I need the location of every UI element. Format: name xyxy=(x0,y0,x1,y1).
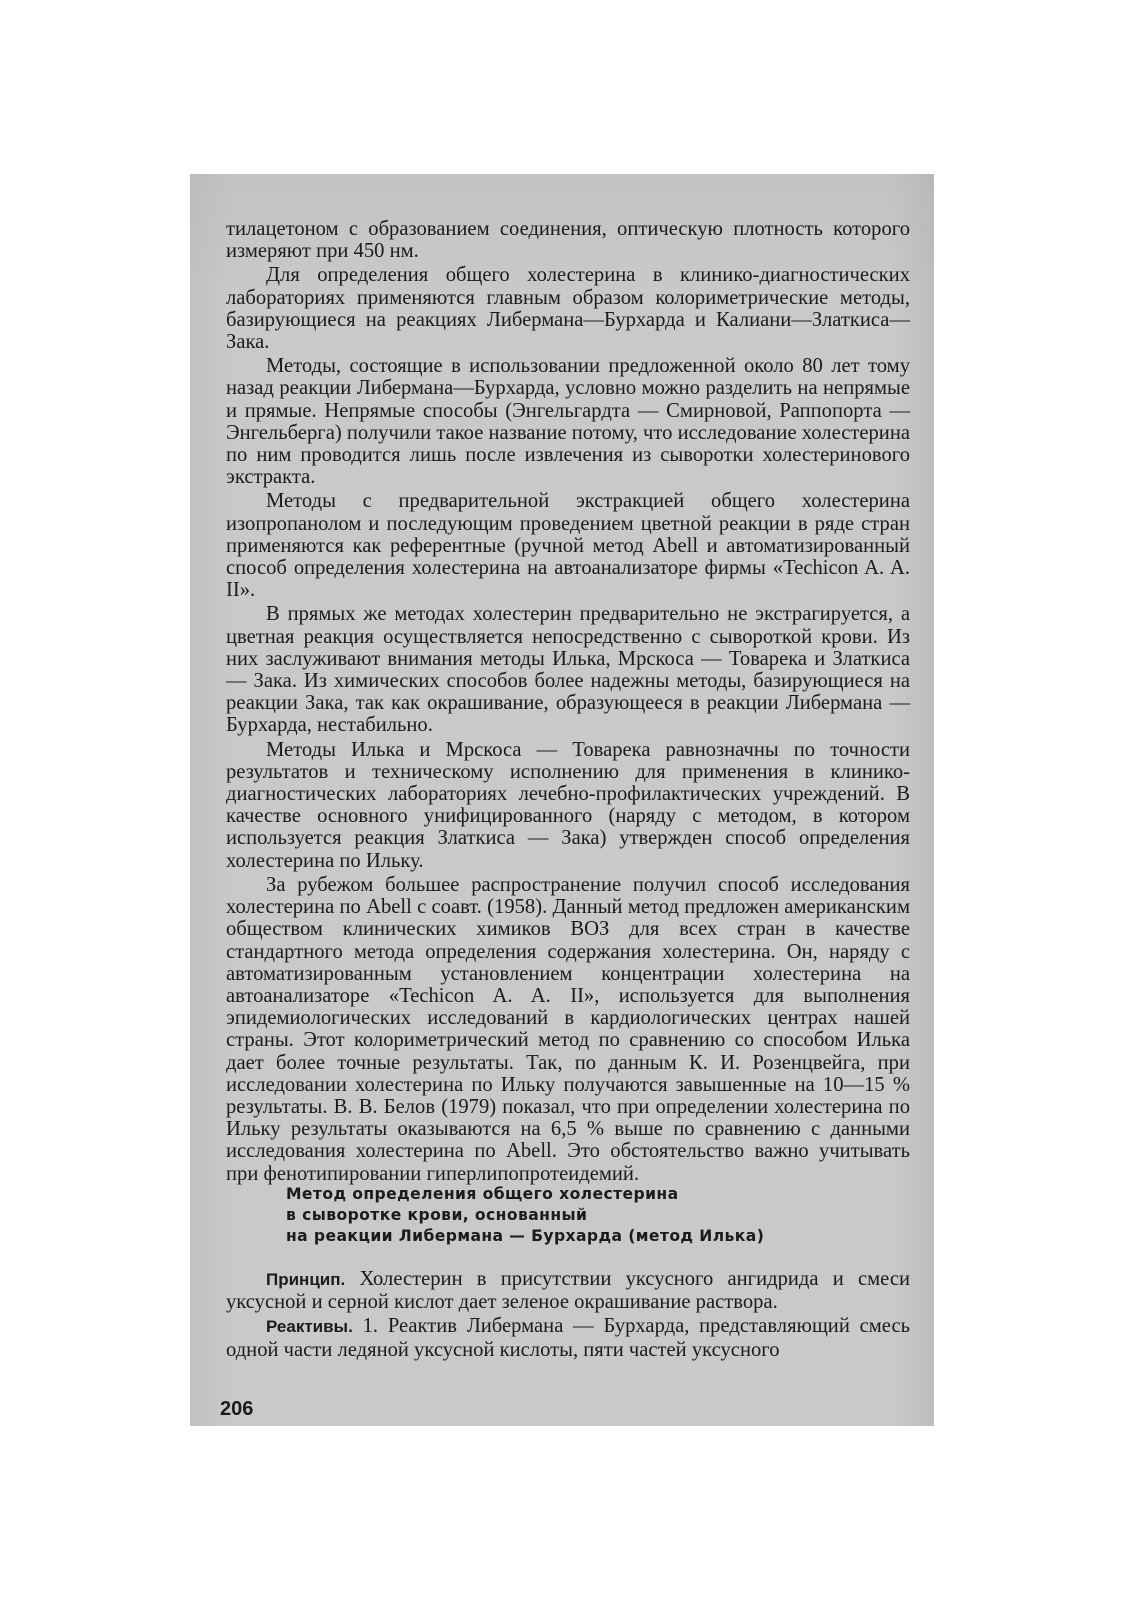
paragraph-indirect-direct-methods: Методы, состоящие в использовании предложенной около 80 лет тому назад реакции Либермана—Бурхарда, условно можно разделить на непрямые и прямые. Непрямые способы (Энгельгардта — Смирновой, Раппопорта — Энгельберга) получили такое название потому, что исследование холестерина по ним проводится лишь после извлечения из сыворотки холестеринового экстракта. xyxy=(226,355,910,489)
paragraph-continuation: тилацетоном с образованием соединения, оптическую плотность которого измеряют при 450 нм. xyxy=(226,218,910,263)
body-text xyxy=(226,218,910,1187)
page-number: 206 xyxy=(220,1398,254,1420)
section-heading-line-3: на реакции Либермана — Бурхарда (метод Илька) xyxy=(286,1227,765,1245)
scanned-page xyxy=(190,174,934,1426)
section-heading xyxy=(286,1184,846,1247)
paragraph-colorimetric-methods: Для определения общего холестерина в клинико-диагностических лабораториях применяются главным образом колориметрические методы, базирующиеся на реакциях Либермана—Бурхарда и Калиани—Златкиса—Зака. xyxy=(226,264,910,354)
reagents-paragraph xyxy=(226,1315,910,1360)
section-heading-line-2: в сыворотке крови, основанный xyxy=(286,1206,588,1224)
reagents-text: 1. Реактив Либермана — Бурхарда, представляющий смесь одной части ледяной уксусной кислоты, пяти частей уксусного xyxy=(226,1315,910,1361)
section-heading-line-1: Метод определения общего холестерина xyxy=(286,1185,679,1203)
principle-text: Холестерин в присутствии уксусного ангидрида и смеси уксусной и серной кислот дает зеленое окрашивание раствора. xyxy=(226,1268,910,1314)
paragraph-direct-methods: В прямых же методах холестерин предварительно не экстрагируется, а цветная реакция осуществляется непосредственно с сывороткой крови. Из них заслуживают внимания методы Илька, Мрскоса — Товарека и Златкиса — Зака. Из химических способов более надежны методы, базирующиеся на реакции Зака, так как окрашивание, образующееся в реакции Либермана — Бурхарда, нестабильно. xyxy=(226,603,910,737)
principle-label: Принцип. xyxy=(266,1270,346,1289)
reagents-label: Реактивы. xyxy=(266,1317,353,1337)
paragraph-reference-methods: Методы с предварительной экстракцией общего холестерина изопропанолом и последующим проведением цветной реакции в ряде стран применяются как референтные (ручной метод Abell и автоматизированный способ определения холестерина на автоанализаторе фирмы «Techicon A. A. II». xyxy=(226,490,910,602)
paragraph-ilk-mrskos-methods: Методы Илька и Мрскоса — Товарека равнозначны по точности результатов и техническому исполнению для применения в клинико-диагностических лабораториях лечебно-профилактических учреждений. В качестве основного унифицированного (наряду с методом, в котором используется реакция Златкиса — Зака) утвержден способ определения холестерина по Ильку. xyxy=(226,738,910,872)
method-description xyxy=(226,1268,910,1363)
principle-paragraph xyxy=(226,1268,910,1313)
paragraph-abell-method: За рубежом большее распространение получил способ исследования холестерина по Abell с соавт. (1958). Данный метод предложен американским обществом клинических химиков ВОЗ для всех стран в качестве стандартного метода определения содержания холестерина. Он, наряду с автоматизированным установлением концентрации холестерина на автоанализаторе «Techicon A. A. II», используется для выполнения эпидемиологических исследований в кардиологических центрах нашей страны. Этот колориметрический метод по сравнению со способом Илька дает более точные результаты. Так, по данным К. И. Розенцвейга, при исследовании холестерина по Ильку получаются завышенные на 10—15 % результаты. В. В. Белов (1979) показал, что при определении холестерина по Ильку результаты оказываются на 6,5 % выше по сравнению с данными исследования холестерина по Abell. Это обстоятельство важно учитывать при фенотипировании гиперлипопротеидемий. xyxy=(226,873,910,1185)
